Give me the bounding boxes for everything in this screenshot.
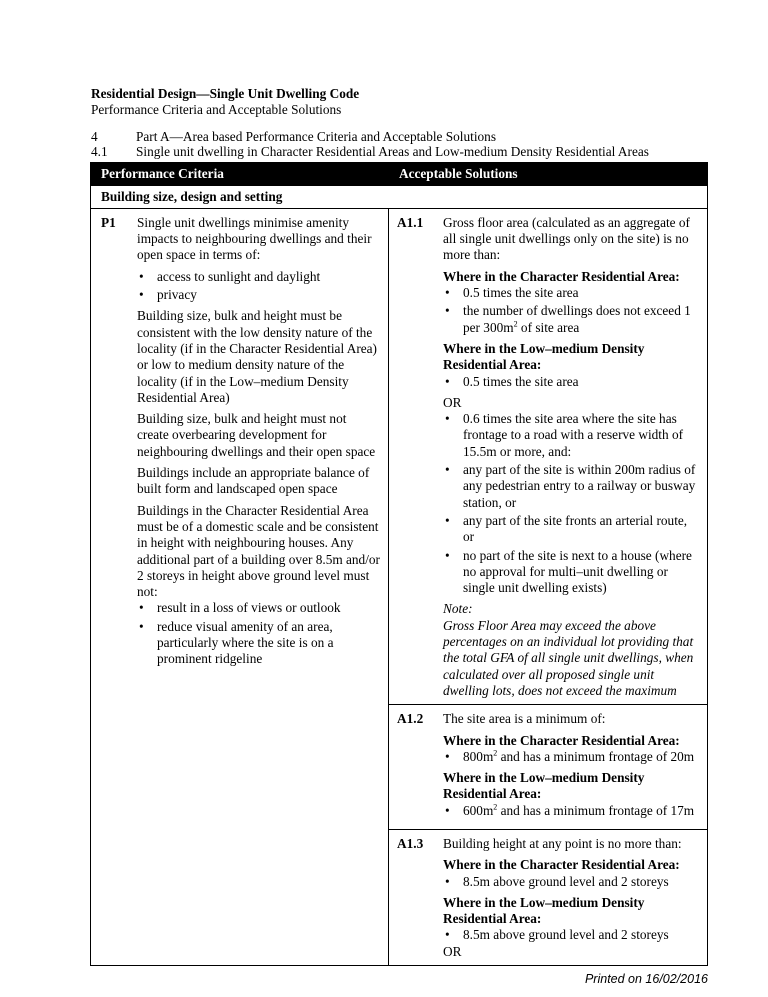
bullet-list	[137, 600, 380, 667]
paragraph: The site area is a minimum of:	[443, 711, 606, 727]
subheading: Where in the Low–medium Density Residential Area:	[443, 770, 645, 802]
list-item: • reduce visual amenity of an area, particularly where the site is on a prominent ridgeline	[137, 619, 380, 668]
or-text: OR	[443, 394, 462, 410]
note-text: Gross Floor Area may exceed the above percentages on an individual lot providing that the total GFA of all single unit dwellings, when calculated over all proposed single unit dwelling lots, does not exceed the maximum	[443, 617, 694, 698]
bullet-list	[443, 803, 697, 819]
paragraph: Single unit dwellings minimise amenity impacts to neighbouring dwellings and their open space in terms of:	[137, 214, 372, 263]
solution-a1-1	[389, 209, 707, 704]
section-title: Part A—Area based Performance Criteria and Acceptable Solutions	[136, 128, 497, 144]
document-header	[91, 86, 768, 119]
or-text: OR	[443, 943, 462, 959]
bullet-list	[443, 374, 697, 390]
solution-label: A1.2	[397, 711, 424, 727]
list-item: • privacy	[137, 287, 380, 303]
bullet-list	[443, 874, 697, 890]
table-body	[91, 209, 707, 965]
list-item: • access to sunlight and daylight	[137, 269, 380, 285]
paragraph: Building size, bulk and height must be consistent with the low density nature of the locality (if in the Character Residential Area) or low to medium density nature of the locality (if in the Low–medium Density Residential Area)	[137, 308, 377, 405]
criteria-table	[90, 162, 708, 966]
list-item: • 0.6 times the site area where the site has frontage to a road with a reserve width of 15.5m or more, and:	[443, 411, 697, 460]
note-label: Note:	[443, 601, 473, 617]
list-item	[443, 303, 697, 336]
list-item: • no part of the site is next to a house (where no approval for multi–unit dwelling or single unit dwelling exists)	[443, 548, 697, 597]
text: 600m	[463, 802, 494, 818]
paragraph: Building size, bulk and height must not create overbearing development for neighbouring dwellings and their open space	[137, 411, 376, 459]
column-header-performance: Performance Criteria	[101, 165, 224, 181]
document-title: Residential Design—Single Unit Dwelling Code	[91, 86, 360, 101]
subheading: Where in the Low–medium Density Residential Area:	[443, 340, 645, 373]
solution-label: A1.1	[397, 214, 424, 230]
criteria-label: P1	[101, 214, 116, 230]
paragraph: Building height at any point is no more than:	[443, 835, 682, 851]
list-item: • 0.5 times the site area	[443, 374, 697, 390]
acceptable-solutions-column	[389, 209, 707, 965]
paragraph: Gross floor area (calculated as an aggregate of all single unit dwellings only on the site) is no more than:	[443, 214, 690, 263]
column-header-solutions: Acceptable Solutions	[399, 165, 518, 181]
bullet-list	[443, 927, 697, 943]
text: and has a minimum frontage of 17m	[497, 802, 695, 818]
solution-a1-2	[389, 704, 707, 829]
subsection-heading	[91, 144, 701, 160]
superscript: 2	[493, 802, 498, 812]
performance-criteria-cell	[91, 209, 389, 965]
subheading: Where in the Character Residential Area:	[443, 857, 680, 873]
text: the number of dwellings does not exceed 1 per 300m	[463, 303, 691, 335]
list-item: • 8.5m above ground level and 2 storeys	[443, 874, 697, 890]
solution-label: A1.3	[397, 835, 424, 851]
text: 800m	[463, 748, 494, 764]
solution-a1-3	[389, 829, 707, 965]
subheading: Where in the Character Residential Area:	[443, 268, 680, 284]
list-item: • 8.5m above ground level and 2 storeys	[443, 927, 697, 943]
text: of site area	[517, 319, 580, 335]
printed-date-footer: Printed on 16/02/2016	[584, 972, 708, 987]
superscript: 2	[493, 748, 498, 758]
section-headings	[91, 129, 768, 160]
bullet-list	[443, 749, 697, 765]
table-header	[91, 163, 707, 186]
superscript: 2	[513, 319, 518, 329]
text: and has a minimum frontage of 20m	[497, 748, 695, 764]
list-item: • any part of the site is within 200m radius of any pedestrian entry to a railway or busway station, or	[443, 462, 697, 511]
section-title: Single unit dwelling in Character Residential Areas and Low-medium Density Residential Areas	[136, 144, 649, 160]
list-item: • result in a loss of views or outlook	[137, 600, 380, 616]
section-heading	[91, 129, 701, 145]
subheading: Where in the Low–medium Density Residential Area:	[443, 894, 645, 927]
subheading: Where in the Character Residential Area:	[443, 732, 680, 748]
section-number: 4	[91, 128, 98, 144]
list-item: • any part of the site fronts an arterial route, or	[443, 513, 697, 546]
section-number: 4.1	[91, 144, 108, 160]
bullet-list	[443, 411, 697, 596]
bullet-list	[443, 285, 697, 336]
document-subtitle: Performance Criteria and Acceptable Solutions	[91, 102, 342, 118]
list-item	[443, 749, 697, 765]
list-item	[443, 803, 697, 819]
bullet-list	[137, 269, 380, 304]
section-row: Building size, design and setting	[91, 186, 707, 209]
list-item: • 0.5 times the site area	[443, 285, 697, 301]
paragraph: Buildings in the Character Residential Area must be of a domestic scale and be consistent in height with neighbouring houses. Any additional part of a building over 8.5m and/or 2 storeys in height above ground level must not:	[137, 502, 380, 600]
paragraph: Buildings include an appropriate balance of built form and landscaped open space	[137, 465, 370, 497]
